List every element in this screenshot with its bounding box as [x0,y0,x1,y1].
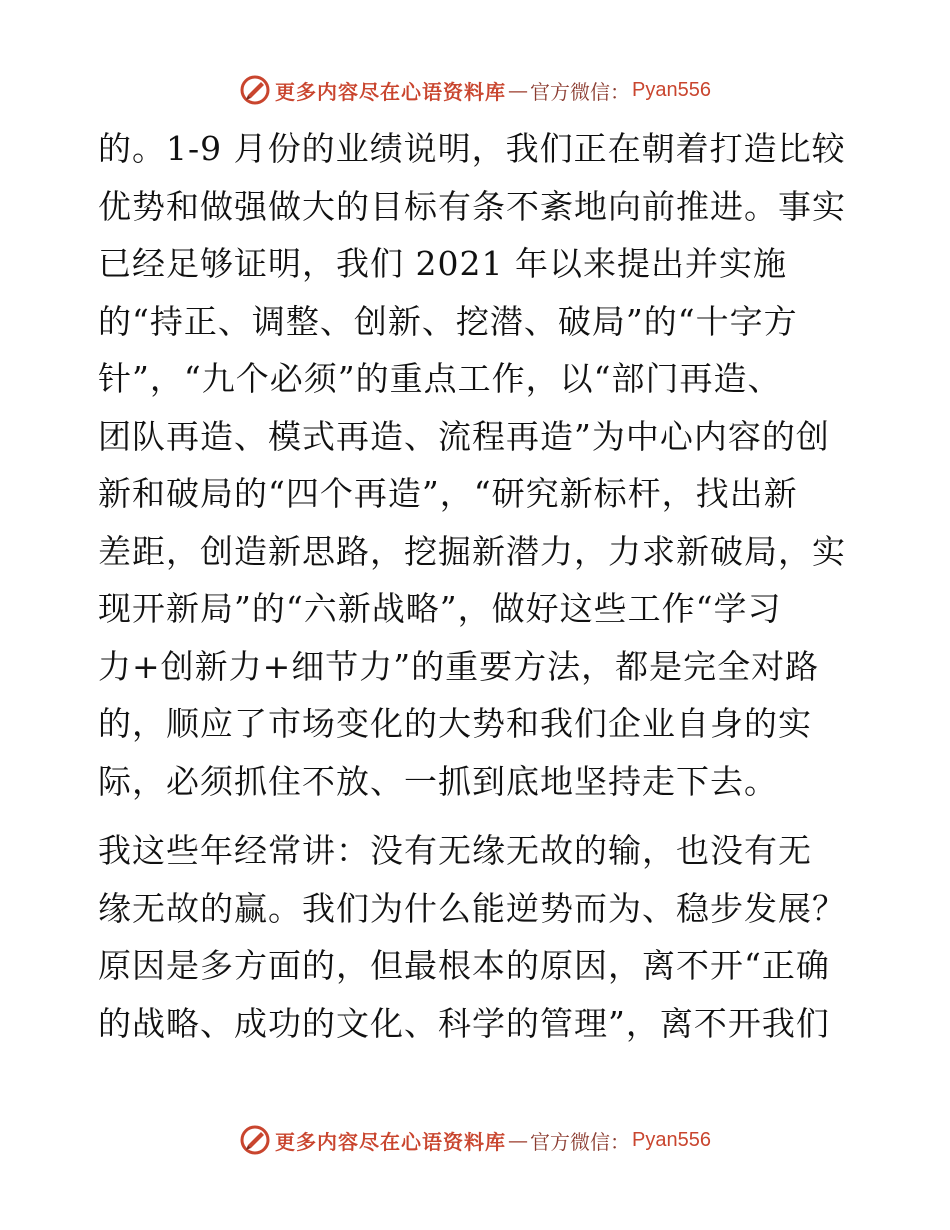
banner-wechat-id: Pyan556 [632,78,711,101]
text-line: 现开新局”的“六新战略”，做好这些工作“学习 [98,589,782,628]
logo-icon [239,74,271,106]
banner-wechat-id: Pyan556 [632,1128,711,1151]
text-line: 优势和做强做大的目标有条不紊地向前推进。事实 [98,186,846,226]
text-line: 差距，创造新思路，挖掘新潜力，力求新破局，实 [98,531,846,571]
text-line: 缘无故的赢。我们为什么能逆势而为、稳步发展？ [98,888,846,928]
banner-main-text: 更多内容尽在心语资料库 [275,79,507,104]
banner-dash: — [508,1128,529,1152]
document-body [98,120,858,1052]
text-line: 针”，“九个必须”的重点工作，以“部门再造、 [98,359,782,398]
banner-sub-text: 官方微信： [530,79,631,104]
banner-main-text: 更多内容尽在心语资料库 [275,1129,507,1154]
header-banner [0,70,950,110]
text-line: 已经足够证明，我们 2021 年以来提出并实施 [98,244,787,283]
banner-dash: — [508,78,529,102]
text-line: 团队再造、模式再造、流程再造”为中心内容的创 [98,416,830,456]
text-line: 力+创新力+细节力”的重要方法，都是完全对路 [98,646,820,686]
paragraph-2 [98,822,858,1052]
logo-icon [239,1124,271,1156]
text-line: 的战略、成功的文化、科学的管理”，离不开我们 [98,1003,830,1043]
text-line: 原因是多方面的，但最根本的原因，离不开“正确 [98,946,830,985]
banner-sub-text: 官方微信： [530,1129,631,1154]
footer-banner [0,1120,950,1160]
text-line: 新和破局的“四个再造”，“研究新标杆，找出新 [98,474,798,513]
text-line: 我这些年经常讲：没有无缘无故的输，也没有无 [98,831,812,870]
paragraph-1 [98,120,858,810]
text-line: 际，必须抓住不放、一抓到底地坚持走下去。 [98,761,778,801]
text-line: 的，顺应了市场变化的大势和我们企业自身的实 [98,704,812,743]
text-line: 的。1-9 月份的业绩说明，我们正在朝着打造比较 [98,129,846,168]
text-line: 的“持正、调整、创新、挖潜、破局”的“十字方 [98,301,798,341]
